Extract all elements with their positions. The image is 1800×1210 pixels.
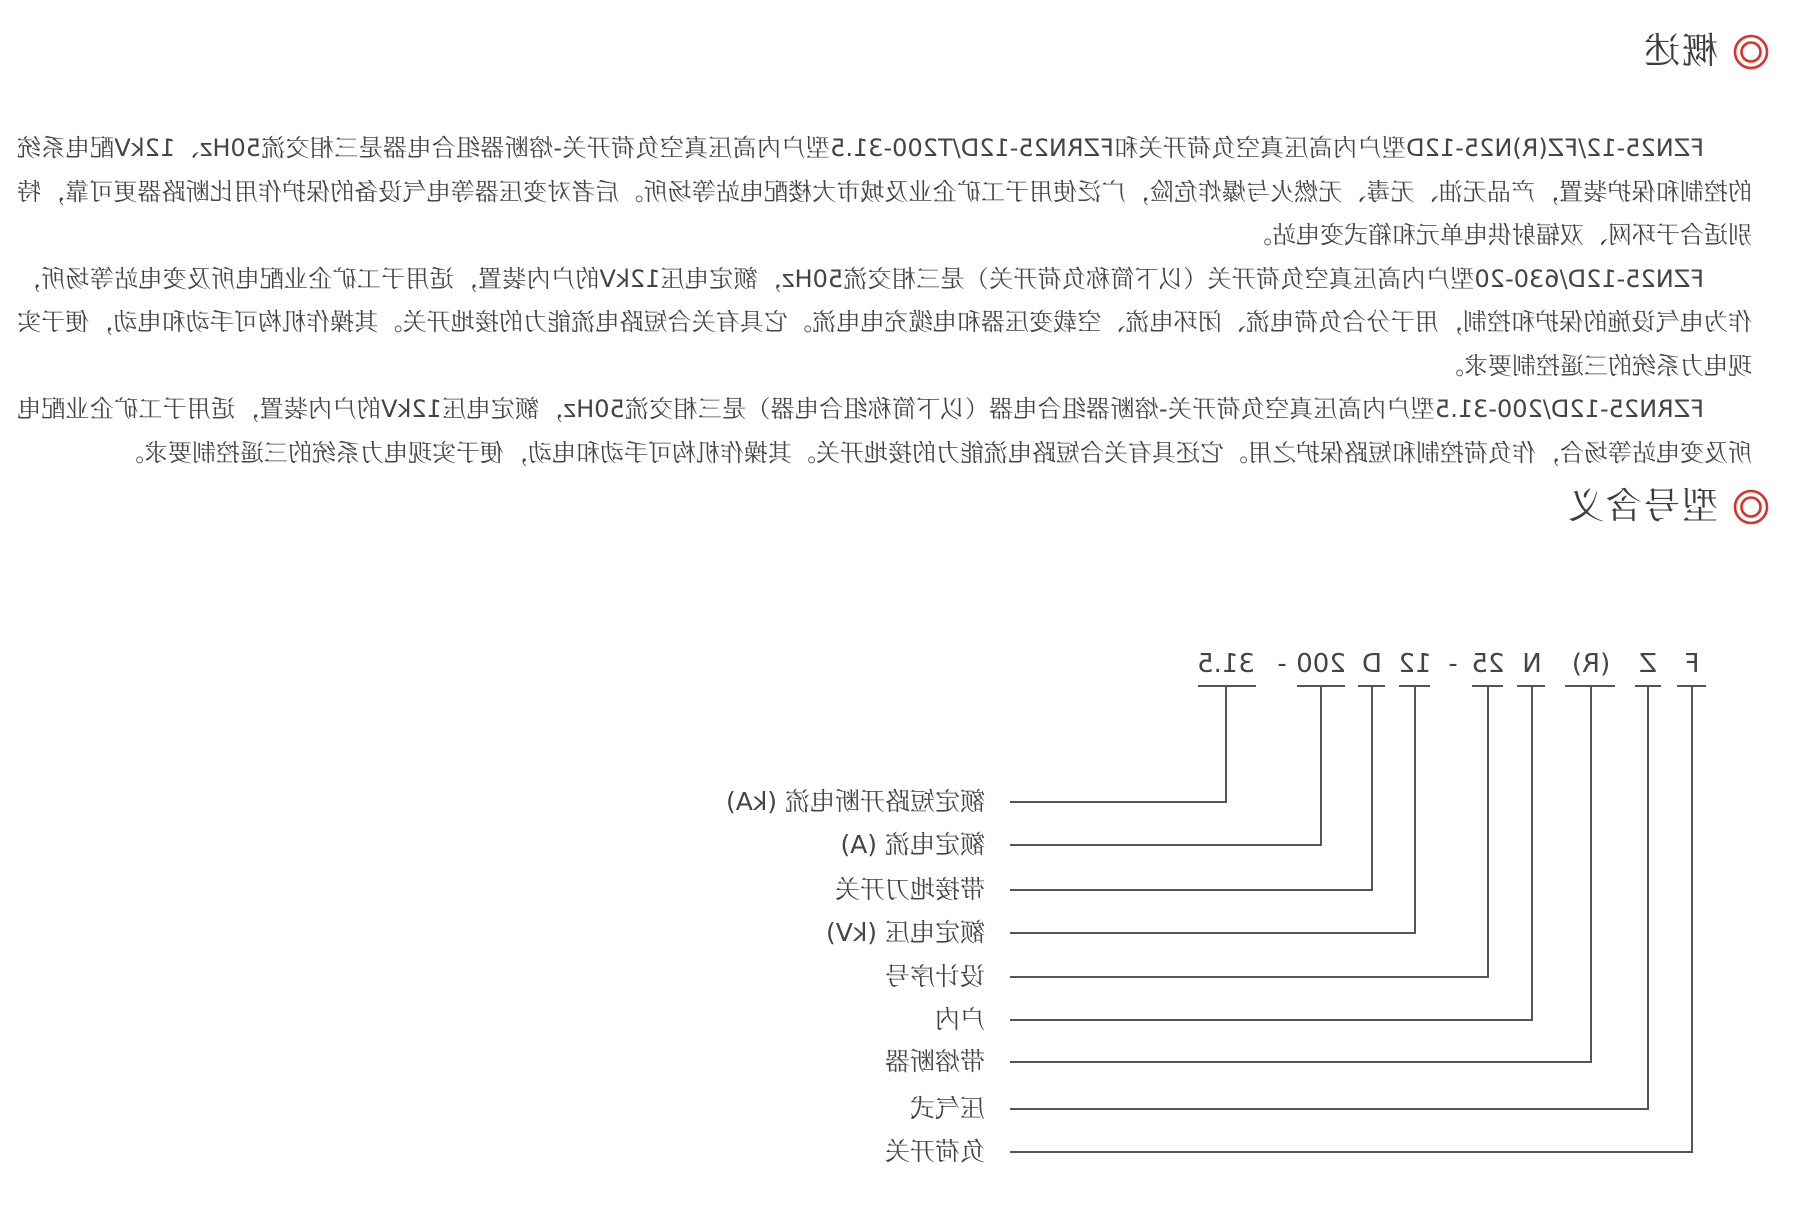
code-label: 带接地刀开关 [834, 875, 985, 904]
code-part: 12 [1398, 649, 1432, 679]
code-label: 额定电压 (kV) [825, 918, 985, 947]
code-part: 25 [1471, 649, 1505, 679]
model-title: 型号含义 [1565, 486, 1718, 527]
code-part: - [1277, 649, 1287, 679]
code-label: 户内 [934, 1005, 985, 1034]
overview-paragraph: FZN25-12/FZ(R)N25-12D型户内高压真空负荷开关和FZRN25-12D/T200-31.5型户内高压真空负荷开关-熔断器组合电器是三相交流50Hz、12kV配电系统的控制和保护装置，产品无油、无毒、无燃火与爆炸危险，广泛使用于工矿企业及城市大楼配电站等场所。后者对变压器等电气设备的保护作用比断路器更可靠，特别适合于环网、双辐射供电单元和箱式变电站。 [17, 134, 1752, 249]
code-label: 额定短路开断电流 (kA) [725, 787, 985, 816]
code-label: 额定电流 (A) [840, 830, 985, 859]
code-part: 200 [1296, 649, 1346, 679]
code-part: F [1684, 649, 1700, 679]
code-part: - [1448, 649, 1458, 679]
code-label: 设计序号 [884, 962, 985, 991]
code-part: Z [1639, 649, 1657, 679]
code-label: 负荷开关 [884, 1137, 985, 1166]
code-part: (R) [1571, 649, 1611, 679]
code-label: 带熔断器 [884, 1047, 985, 1076]
code-part: 31.5 [1197, 649, 1255, 679]
overview-title: 概述 [1641, 31, 1718, 72]
overview-paragraph: FZRN25-12D/200-31.5型户内高压真空负荷开关-熔断器组合电器（以下简称组合电器）是三相交流50Hz，额定电压12kV的户内装置，适用于工矿企业配电所及变电站等场合，作负荷控制和短路保护之用。它还具有关合短路电流能力的接地开关。其操作机构可手动和电动，便于实现电力系统的三遥控制要求。 [17, 395, 1752, 467]
code-label: 压气式 [909, 1094, 985, 1123]
overview-paragraph: FZN25-12D/630-20型户内高压真空负荷开关（以下简称负荷开关）是三相交流50Hz，额定电压12kV的户内装置，适用于工矿企业配电所及变电站等场所，作为电气设施的保护和控制，用于分合负荷电流、闭环电流、空载变压器和电缆充电电流。它具有关合短路电流能力的接地开关。其操作机构可手动和电动，便于实现电力系统的三遥控制要求。 [17, 264, 1752, 380]
code-part: D [1361, 649, 1383, 679]
code-part: N [1522, 649, 1542, 679]
